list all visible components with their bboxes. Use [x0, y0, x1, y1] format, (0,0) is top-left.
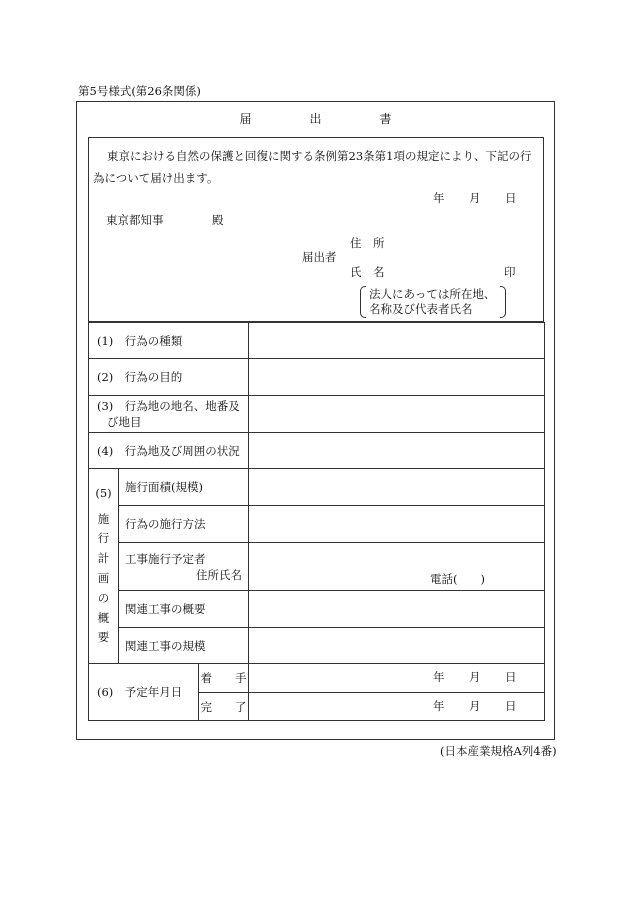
addressee: 東京都知事 [106, 213, 164, 227]
field-action-purpose[interactable] [249, 359, 545, 396]
name-label: 氏 名 [350, 265, 385, 279]
address-label: 住 所 [350, 236, 385, 250]
notifier-label: 届出者 [302, 250, 337, 264]
date-year: 年 [433, 191, 445, 205]
field-start-date[interactable] [249, 664, 545, 693]
plan-char: 行 [97, 531, 110, 546]
seal-mark: 印 [504, 265, 516, 279]
table-row [89, 396, 545, 433]
table-row [89, 433, 545, 469]
finish-month: 月 [469, 699, 481, 713]
form-number-label: 第5号様式(第26条関係) [78, 84, 201, 98]
finish-day: 日 [505, 699, 517, 713]
row-label-action-purpose: (2) 行為の目的 [89, 359, 249, 396]
plan-char: 計 [97, 551, 110, 566]
corporate-note-line2: 名称及び代表者氏名 [369, 302, 473, 316]
field-surroundings[interactable] [249, 433, 545, 469]
field-finish-date[interactable] [249, 693, 545, 721]
row-label-contractor [119, 543, 249, 591]
row-label-location-line2: び地目 [107, 415, 142, 429]
plan-char: 施 [97, 511, 110, 526]
row-label-schedule: (6) 予定年月日 [89, 664, 199, 721]
corporate-note-line1: 法人にあっては所在地、 [369, 287, 496, 301]
table-row [89, 469, 545, 506]
field-related-summary[interactable] [249, 591, 545, 628]
table-row [89, 628, 545, 664]
paper-size-note: (日本産業規格A列4番) [440, 744, 557, 758]
table-row [89, 323, 545, 359]
finish-year: 年 [433, 699, 445, 713]
intro-text-line1: 東京における自然の保護と回復に関する条例第23条第1項の規定により、下記の行 [107, 149, 532, 163]
start-year: 年 [433, 670, 445, 684]
plan-number: (5) [95, 485, 112, 500]
row-label-contractor-line2: 住所氏名 [196, 567, 242, 582]
field-area[interactable] [249, 469, 545, 506]
table-row [89, 591, 545, 628]
plan-char: 画 [97, 571, 110, 585]
date-month: 月 [469, 191, 481, 205]
phone-label: 電話( ) [430, 572, 485, 586]
field-method[interactable] [249, 506, 545, 543]
table-row [89, 664, 545, 693]
row-label-finish: 完 了 [199, 693, 249, 721]
field-related-scale[interactable] [249, 628, 545, 664]
row-label-contractor-line1: 工事施行予定者 [125, 551, 206, 566]
field-contractor[interactable] [249, 543, 545, 591]
honorific: 殿 [212, 213, 224, 227]
start-day: 日 [505, 670, 517, 684]
document-title: 届出書 [239, 112, 450, 126]
row-label-location-line1: (3) 行為地の地名、地番及 [97, 399, 240, 413]
plan-vertical-label [89, 469, 119, 664]
table-row [89, 543, 545, 591]
row-label-action-type: (1) 行為の種類 [89, 323, 249, 359]
start-month: 月 [469, 670, 481, 684]
row-label-method: 行為の施行方法 [119, 506, 249, 543]
table-row [89, 506, 545, 543]
field-location[interactable] [249, 396, 545, 433]
plan-char: 要 [97, 630, 110, 645]
field-action-type[interactable] [249, 323, 545, 359]
row-label-surroundings: (4) 行為地及び周囲の状況 [89, 433, 249, 469]
details-table [88, 322, 545, 721]
intro-text-line2: 為について届け出ます。 [93, 171, 219, 185]
row-label-area: 施行面積(規模) [119, 469, 249, 506]
table-row [89, 359, 545, 396]
row-label-related-scale: 関連工事の規模 [119, 628, 249, 664]
row-label-related-summary: 関連工事の概要 [119, 591, 249, 628]
plan-char: 概 [97, 610, 110, 625]
plan-char: の [97, 590, 110, 605]
row-label-start: 着 手 [199, 664, 249, 693]
row-label-location [89, 396, 249, 433]
date-day: 日 [505, 191, 517, 205]
